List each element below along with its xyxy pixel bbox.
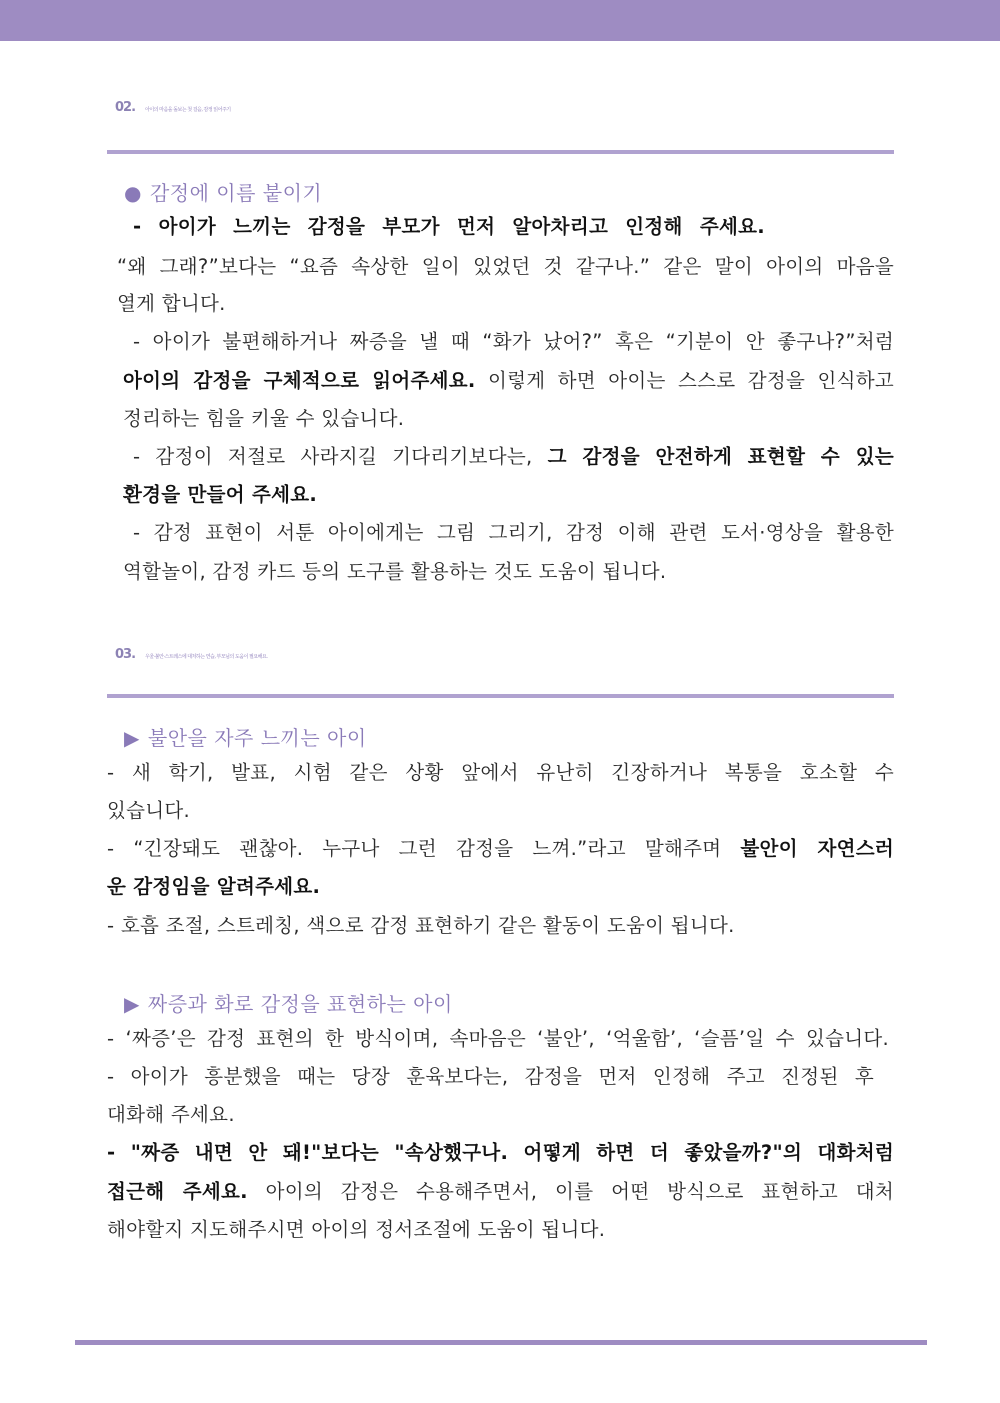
- triangle-bullet-icon: ▶: [124, 992, 140, 1016]
- subheading-text: 불안을 자주 느끼는 아이: [147, 726, 367, 750]
- paragraph-line: - 아이가 흥분했을 때는 당장 훈육보다는, 감정을 먼저 인정해 주고 진정된 후: [107, 1065, 874, 1088]
- paragraph-line: - 호흡 조절, 스트레칭, 색으로 감정 표현하기 같은 활동이 도움이 됩니다.: [107, 914, 735, 937]
- section-02-heading: [115, 100, 905, 150]
- paragraph-line: - 새 학기, 발표, 시험 같은 상황 앞에서 유난히 긴장하거나 복통을 호소할 수: [107, 761, 894, 784]
- triangle-bullet-icon: ▶: [124, 726, 140, 750]
- paragraph-line: - 감정이 저절로 사라지길 기다리기보다는, 그 감정을 안전하게 표현할 수 있는: [133, 445, 894, 468]
- circle-bullet-icon: ●: [124, 181, 142, 205]
- subheading-text: 짜증과 화로 감정을 표현하는 아이: [147, 992, 453, 1016]
- paragraph-line: - “긴장돼도 괜찮아. 누구나 그런 감정을 느껴.”라고 말해주며 불안이 자연스러: [107, 837, 894, 860]
- paragraph-line: 대화해 주세요.: [107, 1103, 235, 1126]
- paragraph-line: 역할놀이, 감정 카드 등의 도구를 활용하는 것도 도움이 됩니다.: [123, 560, 667, 583]
- section-03-rule: [107, 694, 894, 698]
- section-03-heading: [115, 647, 905, 697]
- paragraph-line: “왜 그래?”보다는 “요즘 속상한 일이 있었던 것 같구나.” 같은 말이 아이의 마음을: [117, 255, 894, 278]
- paragraph-line: - 아이가 불편해하거나 짜증을 낼 때 “화가 났어?” 혹은 “기분이 안 좋구나?”처럼: [133, 330, 894, 353]
- subheading-irritable-child: [124, 988, 453, 1017]
- paragraph-line: - 감정 표현이 서툰 아이에게는 그림 그리기, 감정 이해 관련 도서·영상을 활용한: [133, 521, 894, 544]
- subheading-anxious-child: [124, 722, 367, 751]
- paragraph-line: 환경을 만들어 주세요.: [123, 483, 318, 506]
- paragraph-line: 접근해 주세요. 아이의 감정은 수용해주면서, 이를 어떤 방식으로 표현하고 대처: [107, 1180, 894, 1203]
- paragraph-line: - ‘짜증’은 감정 표현의 한 방식이며, 속마음은 ‘불안’, ‘억울함’, ‘슬픔’일 수 있습니다.: [107, 1027, 889, 1050]
- section-02-number: 02.: [115, 100, 136, 115]
- paragraph-line: 아이의 감정을 구체적으로 읽어주세요. 이렇게 하면 아이는 스스로 감정을 인식하고: [123, 369, 894, 392]
- paragraph-line: 있습니다.: [107, 799, 191, 822]
- paragraph-line: - 아이가 느끼는 감정을 부모가 먼저 알아차리고 인정해 주세요.: [133, 215, 765, 238]
- paragraph-line: - "짜증 내면 안 돼!"보다는 "속상했구나. 어떻게 하면 더 좋았을까?"의 대화처럼: [107, 1141, 894, 1164]
- subheading-text: 감정에 이름 붙이기: [149, 181, 323, 205]
- paragraph-line: 정리하는 힘을 키울 수 있습니다.: [123, 407, 405, 430]
- bottom-rule: [75, 1340, 927, 1345]
- paragraph-line: 운 감정임을 알려주세요.: [107, 875, 321, 898]
- section-02-rule: [107, 150, 894, 154]
- paragraph-line: 열게 합니다.: [117, 292, 226, 315]
- top-banner-bar: [0, 0, 1000, 41]
- subheading-emotion-naming: [124, 177, 322, 206]
- section-03-number: 03.: [115, 647, 136, 662]
- paragraph-line: 해야할지 지도해주시면 아이의 정서조절에 도움이 됩니다.: [107, 1218, 606, 1241]
- section-03-title: 우울·불안·스트레스에 대처하는 연습, 부모님의 도움이 필요해요.: [145, 654, 268, 660]
- section-02-title: 아이의 마음을 돌보는 첫 걸음, 감정 읽어주기: [145, 107, 231, 113]
